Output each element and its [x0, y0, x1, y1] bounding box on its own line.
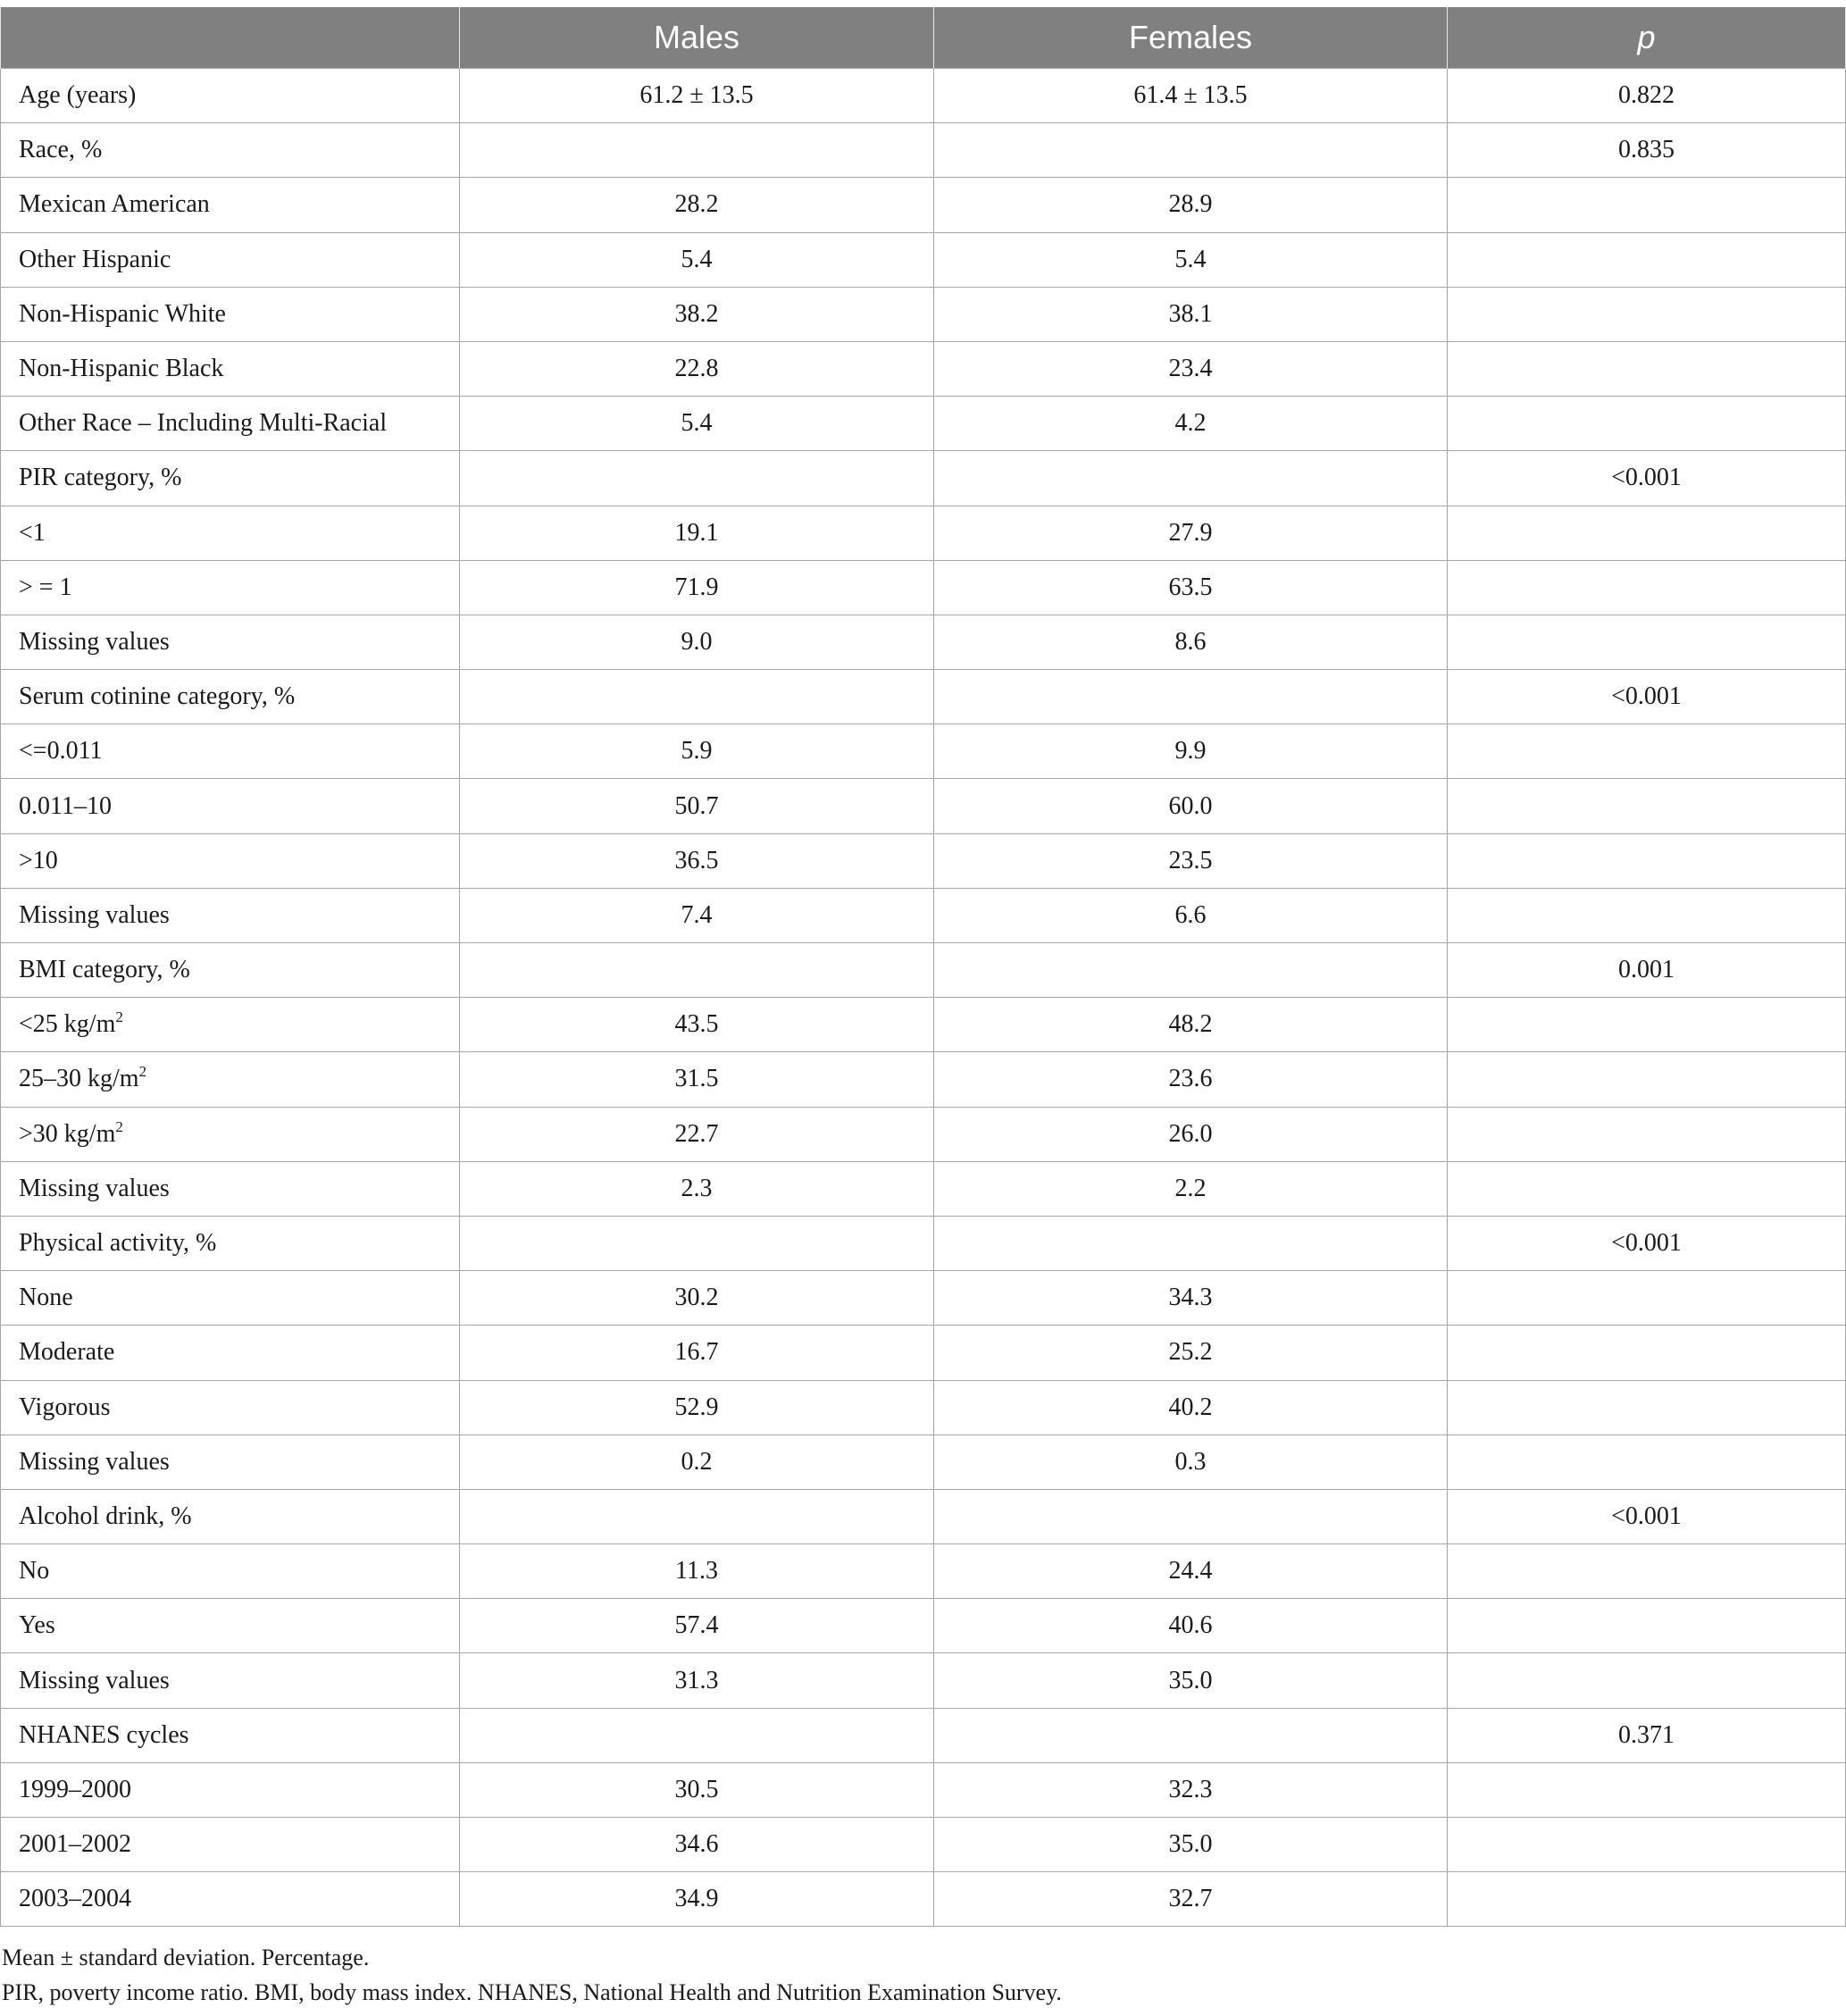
- row-label-text: 25–30 kg/m: [19, 1065, 139, 1093]
- males-value: 30.5: [460, 1762, 934, 1817]
- males-value: [460, 1708, 934, 1762]
- row-label-text: Missing values: [19, 1666, 170, 1694]
- males-value: [460, 1216, 934, 1270]
- p-value: <0.001: [1448, 670, 1846, 724]
- header-p-value: p: [1448, 7, 1846, 69]
- males-value: 5.4: [460, 232, 934, 287]
- males-value: 31.3: [460, 1653, 934, 1708]
- table-row: [1, 615, 1846, 669]
- males-value: 34.9: [460, 1872, 934, 1927]
- males-value: 9.0: [460, 615, 934, 669]
- table-row: [1, 1762, 1846, 1817]
- p-value: [1448, 998, 1846, 1052]
- row-label: [1, 943, 460, 998]
- females-value: 8.6: [934, 615, 1448, 669]
- table-row: [1, 1271, 1846, 1326]
- table-row: [1, 1653, 1846, 1708]
- females-value: [934, 1489, 1448, 1543]
- footnote-2: PIR, poverty income ratio. BMI, body mass index. NHANES, National Health and Nutrition Examination Survey.: [2, 1979, 1062, 2005]
- p-value: [1448, 506, 1846, 560]
- females-value: 25.2: [934, 1326, 1448, 1380]
- row-label-text: NHANES cycles: [19, 1720, 189, 1749]
- females-value: 38.1: [934, 287, 1448, 341]
- p-value: 0.835: [1448, 123, 1846, 178]
- row-label: [1, 1708, 460, 1762]
- females-value: 27.9: [934, 506, 1448, 560]
- males-value: [460, 123, 934, 178]
- p-value: [1448, 1161, 1846, 1216]
- males-value: 22.7: [460, 1107, 934, 1161]
- row-label-text: >10: [19, 846, 58, 874]
- females-value: 28.9: [934, 178, 1448, 232]
- females-value: 9.9: [934, 724, 1448, 779]
- females-value: 0.3: [934, 1435, 1448, 1489]
- characteristics-table: [0, 7, 1846, 1927]
- row-label-text: Missing values: [19, 900, 170, 929]
- row-label-text: BMI category, %: [19, 956, 190, 984]
- table-row: [1, 178, 1846, 232]
- females-value: 24.4: [934, 1544, 1448, 1599]
- row-label-text: > = 1: [19, 573, 72, 601]
- males-value: 57.4: [460, 1599, 934, 1653]
- row-label: [1, 341, 460, 396]
- males-value: 22.8: [460, 341, 934, 396]
- row-label: [1, 1872, 460, 1927]
- p-value: [1448, 779, 1846, 833]
- row-label: [1, 670, 460, 724]
- p-value: [1448, 1762, 1846, 1817]
- row-label-text: PIR category, %: [19, 464, 182, 492]
- unit-superscript: 2: [115, 1008, 123, 1026]
- p-value: 0.371: [1448, 1708, 1846, 1762]
- females-value: 23.5: [934, 833, 1448, 888]
- females-value: 32.3: [934, 1762, 1448, 1817]
- females-value: [934, 943, 1448, 998]
- males-value: 19.1: [460, 506, 934, 560]
- females-value: [934, 451, 1448, 506]
- row-label: [1, 506, 460, 560]
- males-value: 5.4: [460, 397, 934, 451]
- females-value: [934, 123, 1448, 178]
- females-value: 40.6: [934, 1599, 1448, 1653]
- table-row: [1, 1599, 1846, 1653]
- row-label-text: 0.011–10: [19, 791, 112, 820]
- row-label-text: Yes: [19, 1611, 55, 1640]
- males-value: 2.3: [460, 1161, 934, 1216]
- row-label-text: Moderate: [19, 1338, 115, 1367]
- row-label: [1, 1544, 460, 1599]
- table-row: [1, 1708, 1846, 1762]
- males-value: 16.7: [460, 1326, 934, 1380]
- row-label: [1, 888, 460, 942]
- males-value: 31.5: [460, 1052, 934, 1107]
- males-value: [460, 943, 934, 998]
- p-value: [1448, 833, 1846, 888]
- row-label: [1, 232, 460, 287]
- males-value: 36.5: [460, 833, 934, 888]
- p-value: [1448, 1872, 1846, 1927]
- row-label-text: Missing values: [19, 1174, 170, 1202]
- table-row: [1, 123, 1846, 178]
- females-value: 23.4: [934, 341, 1448, 396]
- row-label-text: Non-Hispanic Black: [19, 355, 224, 383]
- row-label-text: 2001–2002: [19, 1830, 131, 1859]
- females-value: 34.3: [934, 1271, 1448, 1326]
- males-value: 61.2 ± 13.5: [460, 69, 934, 123]
- table-row: [1, 1161, 1846, 1216]
- table-row: [1, 943, 1846, 998]
- table-row: [1, 779, 1846, 833]
- males-value: [460, 451, 934, 506]
- table-row: [1, 670, 1846, 724]
- row-label: [1, 451, 460, 506]
- row-label: [1, 1489, 460, 1543]
- table-header-row: [1, 7, 1846, 69]
- females-value: 61.4 ± 13.5: [934, 69, 1448, 123]
- males-value: 0.2: [460, 1435, 934, 1489]
- females-value: [934, 670, 1448, 724]
- males-value: 34.6: [460, 1818, 934, 1872]
- table-body: [1, 69, 1846, 1927]
- header-males: Males: [460, 7, 934, 69]
- row-label: [1, 287, 460, 341]
- p-value: [1448, 287, 1846, 341]
- row-label-text: 2003–2004: [19, 1885, 131, 1913]
- females-value: 60.0: [934, 779, 1448, 833]
- p-value: 0.822: [1448, 69, 1846, 123]
- p-value: [1448, 724, 1846, 779]
- unit-superscript: 2: [115, 1117, 123, 1135]
- row-label-text: Non-Hispanic White: [19, 299, 226, 328]
- p-value: [1448, 1107, 1846, 1161]
- row-label-text: Missing values: [19, 627, 170, 656]
- row-label: [1, 1762, 460, 1817]
- table-row: [1, 506, 1846, 560]
- table-row: [1, 1107, 1846, 1161]
- males-value: 11.3: [460, 1544, 934, 1599]
- males-value: 38.2: [460, 287, 934, 341]
- row-label: [1, 779, 460, 833]
- males-value: 50.7: [460, 779, 934, 833]
- p-value: [1448, 1326, 1846, 1380]
- p-value: [1448, 888, 1846, 942]
- row-label-text: >30 kg/m: [19, 1119, 116, 1148]
- row-label-text: Serum cotinine category, %: [19, 682, 296, 711]
- row-label: [1, 1216, 460, 1270]
- p-value: [1448, 178, 1846, 232]
- table-row: [1, 1216, 1846, 1270]
- row-label-text: No: [19, 1557, 50, 1585]
- row-label-text: Missing values: [19, 1447, 170, 1476]
- table-row: [1, 397, 1846, 451]
- unit-superscript: 2: [138, 1063, 147, 1081]
- p-value: 0.001: [1448, 943, 1846, 998]
- p-value: [1448, 1052, 1846, 1107]
- table-row: [1, 998, 1846, 1052]
- header-label: [1, 7, 460, 69]
- females-value: 2.2: [934, 1161, 1448, 1216]
- row-label: [1, 998, 460, 1052]
- table-row: [1, 232, 1846, 287]
- males-value: 5.9: [460, 724, 934, 779]
- table-row: [1, 833, 1846, 888]
- table-row: [1, 69, 1846, 123]
- row-label: [1, 560, 460, 615]
- table-row: [1, 1052, 1846, 1107]
- table-row: [1, 1872, 1846, 1927]
- row-label: [1, 724, 460, 779]
- males-value: 28.2: [460, 178, 934, 232]
- males-value: [460, 1489, 934, 1543]
- p-value: [1448, 1599, 1846, 1653]
- row-label: [1, 1326, 460, 1380]
- p-value: <0.001: [1448, 1489, 1846, 1543]
- row-label: [1, 397, 460, 451]
- table-row: [1, 1489, 1846, 1543]
- p-value: <0.001: [1448, 1216, 1846, 1270]
- p-value: [1448, 1544, 1846, 1599]
- row-label: [1, 833, 460, 888]
- males-value: 30.2: [460, 1271, 934, 1326]
- table-footnotes: [2, 1940, 1062, 2010]
- p-value: [1448, 1380, 1846, 1435]
- row-label: [1, 1161, 460, 1216]
- row-label: [1, 123, 460, 178]
- table-row: [1, 560, 1846, 615]
- row-label: [1, 1271, 460, 1326]
- row-label-text: 1999–2000: [19, 1775, 131, 1803]
- row-label-text: Age (years): [19, 81, 137, 110]
- row-label: [1, 615, 460, 669]
- row-label: [1, 69, 460, 123]
- females-value: 63.5: [934, 560, 1448, 615]
- row-label: [1, 1653, 460, 1708]
- p-value: [1448, 615, 1846, 669]
- males-value: 52.9: [460, 1380, 934, 1435]
- row-label: [1, 178, 460, 232]
- females-value: 26.0: [934, 1107, 1448, 1161]
- males-value: 7.4: [460, 888, 934, 942]
- row-label-text: Vigorous: [19, 1393, 111, 1421]
- row-label-text: Other Race – Including Multi-Racial: [19, 409, 388, 438]
- row-label-text: <1: [19, 518, 46, 547]
- females-value: 5.4: [934, 232, 1448, 287]
- table-row: [1, 1380, 1846, 1435]
- row-label: [1, 1052, 460, 1107]
- p-value: [1448, 1271, 1846, 1326]
- p-value: <0.001: [1448, 451, 1846, 506]
- p-value: [1448, 1653, 1846, 1708]
- males-value: 43.5: [460, 998, 934, 1052]
- females-value: 35.0: [934, 1653, 1448, 1708]
- table-row: [1, 1544, 1846, 1599]
- row-label: [1, 1818, 460, 1872]
- table-row: [1, 1435, 1846, 1489]
- row-label-text: Mexican American: [19, 190, 210, 219]
- row-label: [1, 1380, 460, 1435]
- females-value: 32.7: [934, 1872, 1448, 1927]
- data-table-container: [0, 7, 1845, 1927]
- females-value: 48.2: [934, 998, 1448, 1052]
- females-value: 23.6: [934, 1052, 1448, 1107]
- row-label-text: Race, %: [19, 136, 103, 164]
- p-value: [1448, 341, 1846, 396]
- table-row: [1, 888, 1846, 942]
- females-value: 35.0: [934, 1818, 1448, 1872]
- row-label-text: Alcohol drink, %: [19, 1502, 192, 1530]
- p-value: [1448, 560, 1846, 615]
- row-label: [1, 1599, 460, 1653]
- table-row: [1, 341, 1846, 396]
- table-row: [1, 287, 1846, 341]
- table-row: [1, 451, 1846, 506]
- females-value: [934, 1216, 1448, 1270]
- header-females: Females: [934, 7, 1448, 69]
- row-label-text: Physical activity, %: [19, 1229, 217, 1258]
- row-label: [1, 1107, 460, 1161]
- females-value: 4.2: [934, 397, 1448, 451]
- females-value: 6.6: [934, 888, 1448, 942]
- row-label-text: Other Hispanic: [19, 245, 171, 273]
- row-label-text: None: [19, 1284, 73, 1312]
- p-value: [1448, 232, 1846, 287]
- table-row: [1, 1818, 1846, 1872]
- p-value: [1448, 1435, 1846, 1489]
- p-value: [1448, 397, 1846, 451]
- males-value: 71.9: [460, 560, 934, 615]
- females-value: [934, 1708, 1448, 1762]
- footnote-1: Mean ± standard deviation. Percentage.: [2, 1945, 370, 1970]
- p-value: [1448, 1818, 1846, 1872]
- row-label: [1, 1435, 460, 1489]
- males-value: [460, 670, 934, 724]
- table-row: [1, 1326, 1846, 1380]
- females-value: 40.2: [934, 1380, 1448, 1435]
- row-label-text: <=0.011: [19, 737, 103, 765]
- row-label-text: <25 kg/m: [19, 1010, 116, 1039]
- table-row: [1, 724, 1846, 779]
